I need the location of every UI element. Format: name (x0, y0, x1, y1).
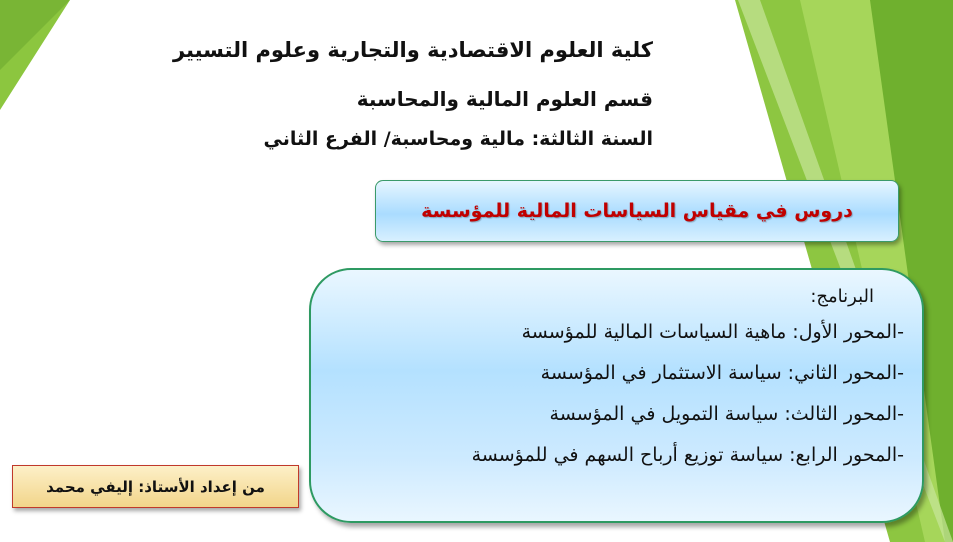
department-title: قسم العلوم المالية والمحاسبة (356, 87, 653, 111)
program-axis-2: -المحور الثاني: سياسة الاستثمار في المؤسسة (540, 362, 904, 384)
course-title: دروس في مقياس السياسات المالية للمؤسسة (421, 200, 853, 222)
program-label: البرنامج: (810, 286, 874, 307)
program-axis-4: -المحور الرابع: سياسة توزيع أرباح السهم في للمؤسسة (471, 444, 904, 466)
program-box (309, 268, 924, 523)
author-box (12, 465, 299, 508)
top-left-green-shade (0, 0, 70, 70)
program-axis-1: -المحور الأول: ماهية السياسات المالية للمؤسسة (521, 321, 904, 343)
year-title: السنة الثالثة: مالية ومحاسبة/ الفرع الثاني (263, 128, 653, 150)
faculty-title: كلية العلوم الاقتصادية والتجارية وعلوم التسيير (172, 38, 653, 62)
author-name: من إعداد الأستاذ: إليفي محمد (46, 477, 265, 496)
program-axis-3: -المحور الثالث: سياسة التمويل في المؤسسة (549, 403, 904, 425)
course-title-box (375, 180, 899, 242)
